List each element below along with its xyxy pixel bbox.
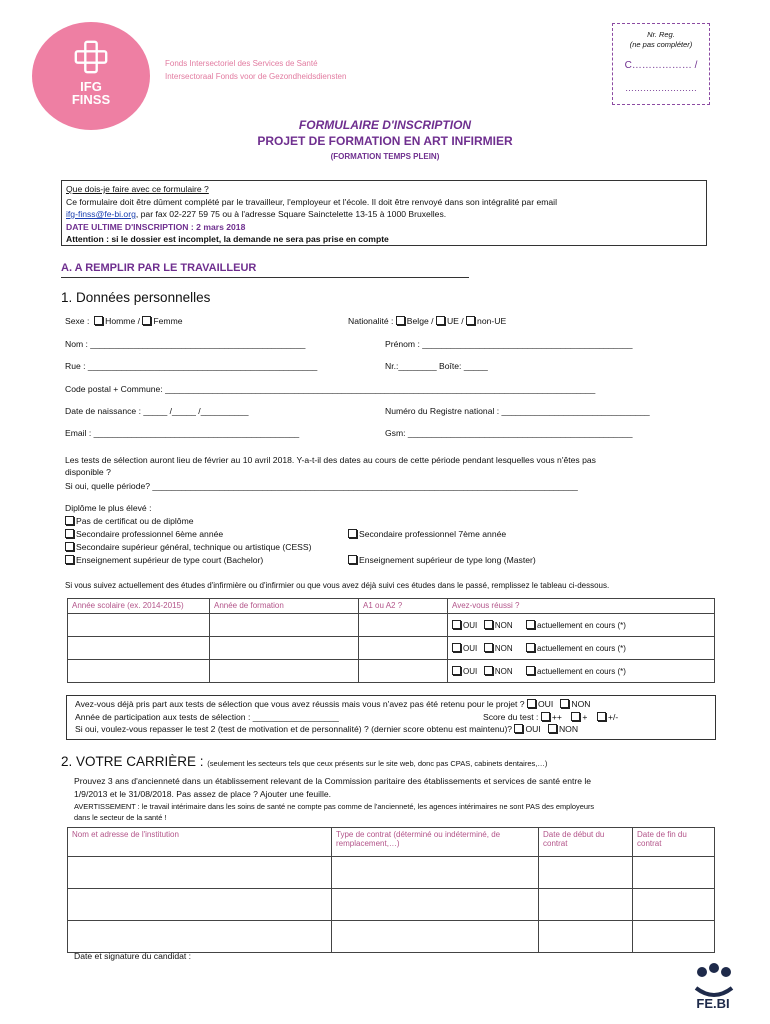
prenom-field[interactable]: Prénom : ____________________________________________ xyxy=(385,339,633,349)
ue-checkbox[interactable] xyxy=(436,316,445,325)
febi-people-icon xyxy=(688,962,738,1000)
homme-checkbox[interactable] xyxy=(94,316,103,325)
registration-box: Nr. Reg. (ne pas compléter) C……………… / …………………… xyxy=(612,23,710,105)
diploma-checkbox[interactable] xyxy=(65,542,74,551)
non-checkbox[interactable] xyxy=(484,643,493,652)
score-pm-checkbox[interactable] xyxy=(597,712,606,721)
table-row xyxy=(68,857,715,889)
warning-text: AVERTISSEMENT : le travail intérimaire dans les soins de santé ne compte pas comme de l'ancienneté, les agences intérimaires ne sont PAS des employeurs xyxy=(74,802,595,811)
score-p-checkbox[interactable] xyxy=(571,712,580,721)
section-1-title: 1. Données personnelles xyxy=(61,290,211,305)
participation-year-field[interactable]: Année de participation aux tests de sélection : __________________ xyxy=(75,711,339,722)
diploma-option: Secondaire professionnel 7ème année xyxy=(348,529,506,539)
non-checkbox[interactable] xyxy=(484,666,493,675)
table-header: Année scolaire (ex. 2014-2015) Année de formation A1 ou A2 ? Avez-vous réussi ? xyxy=(68,599,715,614)
logo-text: IFG FINSS xyxy=(71,79,111,107)
diploma-checkbox[interactable] xyxy=(65,516,74,525)
oui-checkbox[interactable] xyxy=(452,666,461,675)
retest-oui-checkbox[interactable] xyxy=(514,724,523,733)
belge-checkbox[interactable] xyxy=(396,316,405,325)
form-type: (FORMATION TEMPS PLEIN) xyxy=(330,152,440,161)
diploma-option: Pas de certificat ou de diplôme xyxy=(65,516,194,526)
en-cours-checkbox[interactable] xyxy=(526,643,535,652)
table-row xyxy=(68,889,715,921)
score-pp-checkbox[interactable] xyxy=(541,712,550,721)
febi-logo: FE.BI xyxy=(688,962,738,1017)
national-register-field[interactable]: Numéro du Registre national : _______________________________ xyxy=(385,406,650,416)
org-name-nl: Intersectoraal Fonds voor de Gezondheidsdiensten xyxy=(165,72,347,81)
prev-oui-checkbox[interactable] xyxy=(527,699,536,708)
non-checkbox[interactable] xyxy=(484,620,493,629)
diploma-checkbox[interactable] xyxy=(348,529,357,538)
non-ue-checkbox[interactable] xyxy=(466,316,475,325)
form-subtitle: PROJET DE FORMATION EN ART INFIRMIER xyxy=(257,134,513,148)
table-row: OUI NON actuellement en cours (*) xyxy=(68,660,715,683)
nom-field[interactable]: Nom : _____________________________________________ xyxy=(65,339,306,349)
prev-non-checkbox[interactable] xyxy=(560,699,569,708)
diploma-option: Secondaire professionnel 6ème année xyxy=(65,529,223,539)
section-a-title: A. A REMPLIR PAR LE TRAVAILLEUR xyxy=(61,262,469,278)
cross-hands-icon xyxy=(72,38,110,76)
tests-question: Les tests de sélection auront lieu de février au 10 avril 2018. Y-a-t-il des dates au cours de cette période pendant lesquelles vous n'êtes pas xyxy=(65,455,596,465)
nr-field[interactable]: Nr.:________ Boîte: _____ xyxy=(385,361,488,371)
previous-tests-box: Avez-vous déjà pris part aux tests de sélection que vous avez réussis mais vous n'avez pas été retenu pour le projet ? OUI NON Année de participation aux tests de sélection : __________________ Score du test : ++ + +/- Si oui, voulez-vous repasser le test 2 (test de motivation et de personnalité) ? (dernier score obtenu est maintenu)? OUI NON xyxy=(66,695,716,740)
nationality-row: Nationalité : Belge / UE / non-UE xyxy=(348,316,507,326)
table-header: Nom et adresse de l'institution Type de contrat (déterminé ou indéterminé, de remplacement,…) Date de début du contrat Date de fin du contrat xyxy=(68,828,715,857)
table-row xyxy=(68,921,715,953)
diploma-option: Secondaire supérieur général, technique ou artistique (CESS) xyxy=(65,542,312,552)
en-cours-checkbox[interactable] xyxy=(526,666,535,675)
diploma-option: Enseignement supérieur de type court (Bachelor) xyxy=(65,555,263,565)
reg-number-field[interactable]: C……………… / xyxy=(624,60,698,71)
career-table xyxy=(67,827,715,953)
oui-checkbox[interactable] xyxy=(452,643,461,652)
gsm-field[interactable]: Gsm: _______________________________________________ xyxy=(385,428,633,438)
studies-instructions: Si vous suivez actuellement des études d'infirmière ou d'infirmier ou que vous avez déjà suivi ces études dans le passé, remplissez le tableau ci-dessous. xyxy=(65,581,610,590)
email-field[interactable]: Email : ___________________________________________ xyxy=(65,428,300,438)
oui-checkbox[interactable] xyxy=(452,620,461,629)
diploma-checkbox[interactable] xyxy=(65,555,74,564)
studies-table xyxy=(67,598,715,683)
retest-non-checkbox[interactable] xyxy=(548,724,557,733)
table-row: OUI NON actuellement en cours (*) xyxy=(68,614,715,637)
rue-field[interactable]: Rue : ________________________________________________ xyxy=(65,361,318,371)
diploma-checkbox[interactable] xyxy=(348,555,357,564)
femme-checkbox[interactable] xyxy=(142,316,151,325)
email-link[interactable]: ifg-finss@fe-bi.org xyxy=(66,209,136,219)
sexe-row: Sexe : Homme / Femme xyxy=(65,316,183,326)
table-row: OUI NON actuellement en cours (*) xyxy=(68,637,715,660)
en-cours-checkbox[interactable] xyxy=(526,620,535,629)
tests-period-field[interactable]: Si oui, quelle période? _________________________________________________________________________________________ xyxy=(65,481,578,491)
diploma-option: Enseignement supérieur de type long (Master) xyxy=(348,555,536,565)
code-postal-field[interactable]: Code postal + Commune: __________________________________________________________________________________________ xyxy=(65,384,596,394)
birthdate-field[interactable]: Date de naissance : _____ /_____ /__________ xyxy=(65,406,249,416)
form-title: FORMULAIRE D'INSCRIPTION xyxy=(298,118,472,132)
section-2-title: 2. VOTRE CARRIÈRE : (seulement les secteurs tels que ceux présents sur le site web, donc pas CPAS, cabinets dentaires,…) xyxy=(61,754,548,769)
diploma-checkbox[interactable] xyxy=(65,529,74,538)
signature-field[interactable]: Date et signature du candidat : xyxy=(74,951,192,961)
org-name-fr: Fonds Intersectoriel des Services de Santé xyxy=(165,59,318,68)
instructions-box: Que dois-je faire avec ce formulaire ? Ce formulaire doit être dûment complété par le travailleur, l'employeur et l'école. Il doit être renvoyé dans son intégralité par email ifg-finss@fe-bi.org, par fax 02-227 59 75 ou à l'adresse Square Sainctelette 13-15 à 1000 Bruxelles. DATE ULTIME D'INSCRIPTION : 2 mars 2018 Attention : si le dossier est incomplet, la demande ne sera pas prise en compte xyxy=(61,180,707,246)
diploma-label: Diplôme le plus élevé : xyxy=(65,503,152,513)
